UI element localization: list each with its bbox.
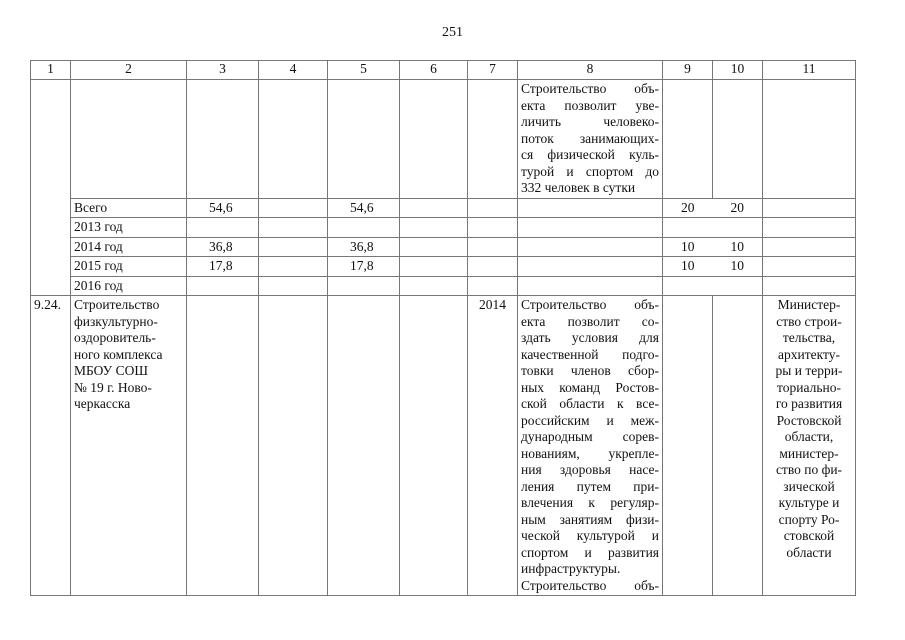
text-line: ного комплекса [74, 346, 163, 362]
text-line: турой и спортом до [521, 163, 659, 179]
value-col10: 10 [713, 257, 763, 277]
year-label: Всего [71, 198, 187, 218]
text-line: ториально- [777, 379, 841, 395]
text-line: влечения к регуляр- [521, 495, 659, 510]
item-row [31, 296, 856, 596]
text-line: ство строи- [776, 313, 842, 329]
text-line: области [786, 544, 832, 560]
text-line: МБОУ СОШ [74, 363, 148, 378]
header-cell: 6 [400, 61, 468, 80]
text-line: ской области к все- [521, 396, 659, 411]
value-col9 [663, 276, 713, 296]
text-line: стовской [783, 528, 835, 543]
text-line: черкасска [74, 396, 131, 411]
value-col10: 10 [713, 237, 763, 257]
value-col9: 10 [663, 257, 713, 277]
year-row [31, 237, 856, 257]
text-line: Строительство объ- [521, 297, 659, 312]
text-line: ся физической куль- [521, 147, 659, 162]
header-cell: 4 [259, 61, 328, 80]
value-col5 [328, 276, 400, 296]
year-row [31, 276, 856, 296]
item-description [518, 296, 663, 596]
header-cell: 1 [31, 61, 71, 80]
year-label: 2015 год [71, 257, 187, 277]
text-line: качественной подго- [521, 346, 659, 362]
text-line: ния здоровья насе- [521, 462, 659, 477]
value-col3 [187, 276, 259, 296]
header-cell: 11 [763, 61, 856, 80]
header-cell: 9 [663, 61, 713, 80]
text-line: поток занимающих- [521, 130, 659, 146]
text-line: № 19 г. Ново- [74, 379, 152, 395]
page-number: 251 [442, 25, 463, 40]
text-line: ство по фи- [775, 462, 843, 477]
header-cell: 3 [187, 61, 259, 80]
year-row [31, 218, 856, 238]
value-col3 [187, 218, 259, 238]
header-cell: 10 [713, 61, 763, 80]
header-cell: 5 [328, 61, 400, 80]
value-col9: 20 [663, 198, 713, 218]
header-cell: 7 [468, 61, 518, 80]
year-label: 2013 год [71, 218, 187, 238]
text-line: Ростовской [776, 412, 842, 428]
text-line: екта позволит уве- [521, 97, 659, 113]
text-line: ным занятиям физи- [521, 511, 659, 527]
value-col10: 20 [713, 198, 763, 218]
text-line: инфраструктуры. [521, 561, 621, 576]
header-cell: 8 [518, 61, 663, 80]
cell-number-continued [31, 80, 71, 296]
text-line: тельства, [782, 330, 836, 345]
value-col5 [328, 218, 400, 238]
value-col9: 10 [663, 237, 713, 257]
text-line: Министер- [777, 297, 841, 312]
text-line: ления путем при- [521, 478, 659, 494]
text-line: ных команд Ростов- [521, 379, 659, 395]
item-responsible [763, 296, 856, 596]
item-year: 2014 [468, 296, 518, 596]
text-line: физкультурно- [74, 313, 158, 329]
header-cell: 2 [71, 61, 187, 80]
text-line: екта позволит со- [521, 313, 659, 329]
value-col5: 17,8 [328, 257, 400, 277]
text-line: нованиям, укрепле- [521, 445, 659, 461]
text-line: спорту Ро- [778, 511, 840, 527]
text-line: Строительство [74, 297, 160, 312]
item-number: 9.24. [31, 296, 71, 596]
value-col9 [663, 218, 713, 238]
text-line: ры и терри- [775, 363, 843, 378]
header-row [31, 61, 856, 80]
item-name [71, 296, 187, 596]
text-line: Строительство объ- [521, 81, 659, 96]
program-table [30, 60, 856, 596]
year-row [31, 198, 856, 218]
text-line: области, [784, 429, 834, 444]
year-label: 2016 год [71, 276, 187, 296]
text-line: 332 человек в сутки [521, 180, 636, 195]
text-line: министер- [779, 445, 839, 461]
value-col5: 54,6 [328, 198, 400, 218]
text-line: личить человеко- [521, 114, 659, 129]
text-line: архитекту- [778, 346, 840, 362]
text-line: здать условия для [521, 330, 659, 345]
text-line: го развития [775, 396, 843, 411]
value-col3: 17,8 [187, 257, 259, 277]
text-line: зической [783, 478, 835, 494]
text-line: дународным сорев- [521, 429, 659, 444]
value-col3: 36,8 [187, 237, 259, 257]
text-line: культуре и [778, 495, 840, 510]
value-col10 [713, 218, 763, 238]
text-line: Строительство объ- [521, 577, 659, 593]
text-line: оздоровитель- [74, 330, 156, 345]
continuation-row [31, 80, 856, 199]
value-col10 [713, 276, 763, 296]
year-row [31, 257, 856, 277]
text-line: спортом и развития [521, 544, 659, 560]
value-col5: 36,8 [328, 237, 400, 257]
text-line: товки членов сбор- [521, 363, 659, 378]
value-col3: 54,6 [187, 198, 259, 218]
text-line: российским и меж- [521, 412, 659, 428]
text-line: ческой культурой и [521, 528, 659, 543]
year-label: 2014 год [71, 237, 187, 257]
cont-description [518, 80, 663, 199]
